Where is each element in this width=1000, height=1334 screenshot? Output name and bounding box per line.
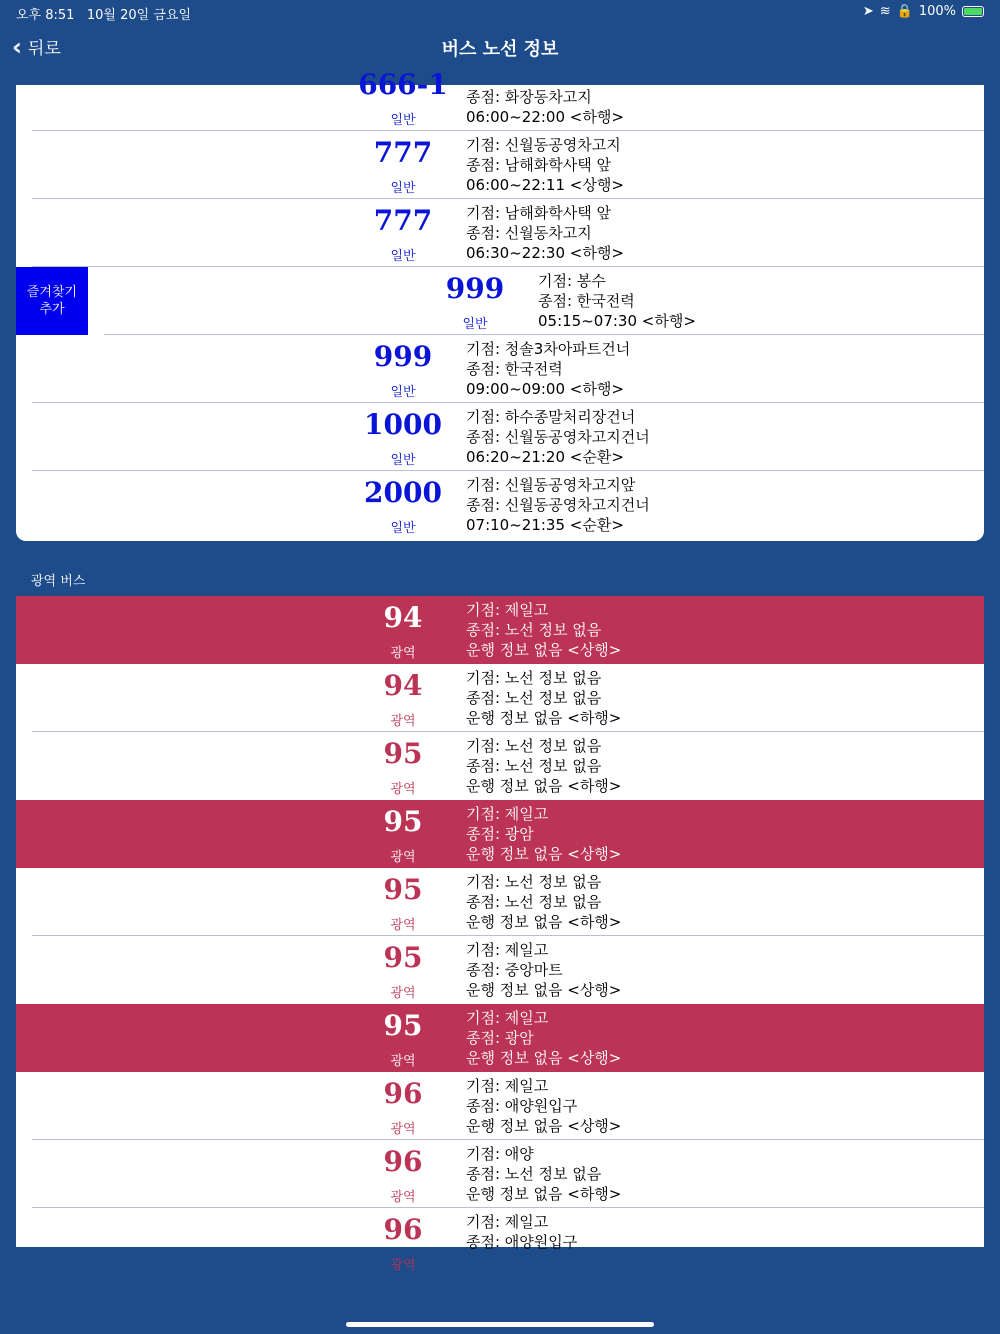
bus-type: 광역 xyxy=(390,782,416,797)
bus-row[interactable] xyxy=(16,131,984,199)
bus-info xyxy=(466,1008,621,1068)
bus-time: 운행 정보 없음 <상행> xyxy=(466,1049,622,1067)
bus-info xyxy=(466,339,630,399)
bus-type: 일반 xyxy=(390,385,416,400)
add-favorite-button[interactable] xyxy=(16,267,88,335)
bus-info xyxy=(466,1212,577,1252)
bus-end: 종점: 노선 정보 없음 xyxy=(466,689,602,707)
bus-end: 종점: 한국전력 xyxy=(466,360,563,378)
bus-start: 기점: 제일고 xyxy=(466,941,549,959)
bus-row[interactable] xyxy=(16,596,984,664)
bus-type: 광역 xyxy=(390,1122,416,1137)
bus-number: 2000 xyxy=(364,476,442,509)
bus-end: 종점: 광암 xyxy=(466,1029,534,1047)
bus-type: 일반 xyxy=(390,453,416,468)
bus-type: 광역 xyxy=(390,850,416,865)
bus-start: 기점: 제일고 xyxy=(466,1213,549,1231)
location-icon: ➤ xyxy=(862,4,874,19)
bus-end: 종점: 노선 정보 없음 xyxy=(466,893,602,911)
status-icons xyxy=(863,4,984,19)
bus-time: 06:00~22:00 <하행> xyxy=(466,108,624,126)
bus-number: 777 xyxy=(373,136,433,169)
bus-row[interactable] xyxy=(16,1140,984,1208)
bus-row-swiped[interactable] xyxy=(16,267,984,335)
bus-start: 기점: 신월동공영차고지앞 xyxy=(466,476,636,494)
bus-start: 기점: 제일고 xyxy=(466,805,549,823)
bus-info xyxy=(466,804,621,864)
bus-type: 일반 xyxy=(390,249,416,264)
bus-end: 종점: 중앙마트 xyxy=(466,961,563,979)
bus-row[interactable] xyxy=(16,471,984,539)
bus-end: 종점: 한국전력 xyxy=(538,292,635,310)
bus-time: 운행 정보 없음 <상행> xyxy=(466,641,622,659)
page-title: 버스 노선 정보 xyxy=(441,39,559,60)
favorite-label-2: 추가 xyxy=(39,302,65,317)
bus-start: 기점: 애양 xyxy=(466,1145,534,1163)
bus-type: 일반 xyxy=(390,521,416,536)
bus-time: 07:10~21:35 <순환> xyxy=(466,516,624,534)
bus-info xyxy=(538,271,696,331)
bus-type: 광역 xyxy=(390,918,416,933)
bus-end: 종점: 노선 정보 없음 xyxy=(466,757,602,775)
bus-number: 95 xyxy=(383,873,423,906)
bus-type: 광역 xyxy=(390,1190,416,1205)
bus-number: 95 xyxy=(383,805,423,838)
home-indicator[interactable] xyxy=(346,1322,654,1327)
bus-row[interactable] xyxy=(16,1208,984,1276)
bus-end: 종점: 남해화학사택 앞 xyxy=(466,156,612,174)
bus-end: 종점: 애양원입구 xyxy=(466,1233,578,1251)
bus-number: 96 xyxy=(383,1077,423,1110)
status-date: 10월 20일 금요일 xyxy=(86,8,191,23)
bus-end: 종점: 신월동차고지 xyxy=(466,224,592,242)
bus-type: 광역 xyxy=(390,1054,416,1069)
bus-row[interactable] xyxy=(16,1004,984,1072)
lock-icon: 🔒 xyxy=(896,4,913,19)
bus-info xyxy=(466,1144,621,1204)
bus-type: 일반 xyxy=(390,113,416,128)
status-bar xyxy=(0,0,1000,24)
bus-start: 기점: 남해화학사택 앞 xyxy=(466,204,612,222)
section-header-metro: 광역 버스 xyxy=(31,574,86,589)
bus-type: 광역 xyxy=(390,1258,416,1273)
bus-info xyxy=(466,872,621,932)
bus-info xyxy=(466,475,650,535)
bus-time: 06:00~22:11 <상행> xyxy=(466,176,624,194)
bus-start: 기점: 노선 정보 없음 xyxy=(466,873,602,891)
bus-row[interactable] xyxy=(16,63,984,131)
bus-info xyxy=(466,600,621,660)
bus-info xyxy=(466,940,621,1000)
bus-end: 종점: 신월동공영차고지건너 xyxy=(466,428,650,446)
bus-type: 광역 xyxy=(390,986,416,1001)
bus-time: 운행 정보 없음 <하행> xyxy=(466,913,622,931)
bus-start: 기점: 봉수 xyxy=(538,272,606,290)
bus-start: 기점: 제일고 xyxy=(466,601,549,619)
bus-row[interactable] xyxy=(16,800,984,868)
bus-time: 09:00~09:00 <하행> xyxy=(466,380,624,398)
bus-row[interactable] xyxy=(16,732,984,800)
bus-row[interactable] xyxy=(16,936,984,1004)
bus-number: 95 xyxy=(383,941,423,974)
bus-row[interactable] xyxy=(16,868,984,936)
bus-start: 기점: 하수종말처리장건너 xyxy=(466,408,636,426)
bus-time: 운행 정보 없음 <하행> xyxy=(466,777,622,795)
bus-time: 운행 정보 없음 <상행> xyxy=(466,845,622,863)
chevron-left-icon: ‹ xyxy=(12,32,22,61)
bus-number: 96 xyxy=(383,1145,423,1178)
bus-number: 777 xyxy=(373,204,433,237)
bus-time: 운행 정보 없음 <하행> xyxy=(466,709,622,727)
bus-time: 05:15~07:30 <하행> xyxy=(538,312,696,330)
battery-icon xyxy=(962,6,984,17)
bus-number: 1000 xyxy=(364,408,442,441)
bus-number: 999 xyxy=(373,340,433,373)
bus-info xyxy=(466,736,621,796)
bus-time: 운행 정보 없음 <상행> xyxy=(466,1117,622,1135)
bus-info xyxy=(466,135,624,195)
status-time: 오후 8:51 xyxy=(16,8,75,23)
bus-start: 기점: 노선 정보 없음 xyxy=(466,737,602,755)
bus-start: 기점: 청솔3차아파트건너 xyxy=(466,340,631,358)
bus-end: 종점: 애양원입구 xyxy=(466,1097,578,1115)
bus-info xyxy=(466,87,624,127)
bus-end: 종점: 노선 정보 없음 xyxy=(466,621,602,639)
bus-time: 운행 정보 없음 <상행> xyxy=(466,981,622,999)
favorite-label-1: 즐겨찾기 xyxy=(26,285,78,300)
bus-row[interactable] xyxy=(16,664,984,732)
bus-row[interactable] xyxy=(16,403,984,471)
bus-number: 96 xyxy=(383,1213,423,1246)
battery-percent: 100% xyxy=(918,4,956,19)
bus-number: 95 xyxy=(383,1009,423,1042)
bus-number: 999 xyxy=(445,272,505,305)
bus-type: 광역 xyxy=(390,646,416,661)
metro-bus-list xyxy=(16,596,984,1273)
bus-end: 종점: 광암 xyxy=(466,825,534,843)
bus-info xyxy=(466,1076,621,1136)
bus-row[interactable] xyxy=(16,335,984,403)
bus-time: 06:20~21:20 <순환> xyxy=(466,448,624,466)
bus-end: 종점: 화장동차고지 xyxy=(466,88,592,106)
wifi-icon: ≋ xyxy=(879,4,891,19)
status-time-date xyxy=(16,4,191,23)
bus-number: 666-1 xyxy=(358,68,448,101)
bus-start: 기점: 노선 정보 없음 xyxy=(466,669,602,687)
bus-end: 종점: 신월동공영차고지건너 xyxy=(466,496,650,514)
bus-start: 기점: 제일고 xyxy=(466,1009,549,1027)
bus-row[interactable] xyxy=(16,1072,984,1140)
bus-type: 광역 xyxy=(390,714,416,729)
bus-number: 95 xyxy=(383,737,423,770)
bus-end: 종점: 노선 정보 없음 xyxy=(466,1165,602,1183)
back-label: 뒤로 xyxy=(27,39,61,59)
bus-time: 운행 정보 없음 <하행> xyxy=(466,1185,622,1203)
bus-row[interactable] xyxy=(16,199,984,267)
bus-info xyxy=(466,407,650,467)
bus-info xyxy=(466,203,624,263)
regular-bus-list xyxy=(16,68,984,541)
bus-time: 06:30~22:30 <하행> xyxy=(466,244,624,262)
bus-info xyxy=(466,668,621,728)
bus-number: 94 xyxy=(383,601,423,634)
bus-number: 94 xyxy=(383,669,423,702)
bus-start: 기점: 신월동공영차고지 xyxy=(466,136,621,154)
bus-type: 일반 xyxy=(390,181,416,196)
bus-type: 일반 xyxy=(462,317,488,332)
bus-start: 기점: 제일고 xyxy=(466,1077,549,1095)
